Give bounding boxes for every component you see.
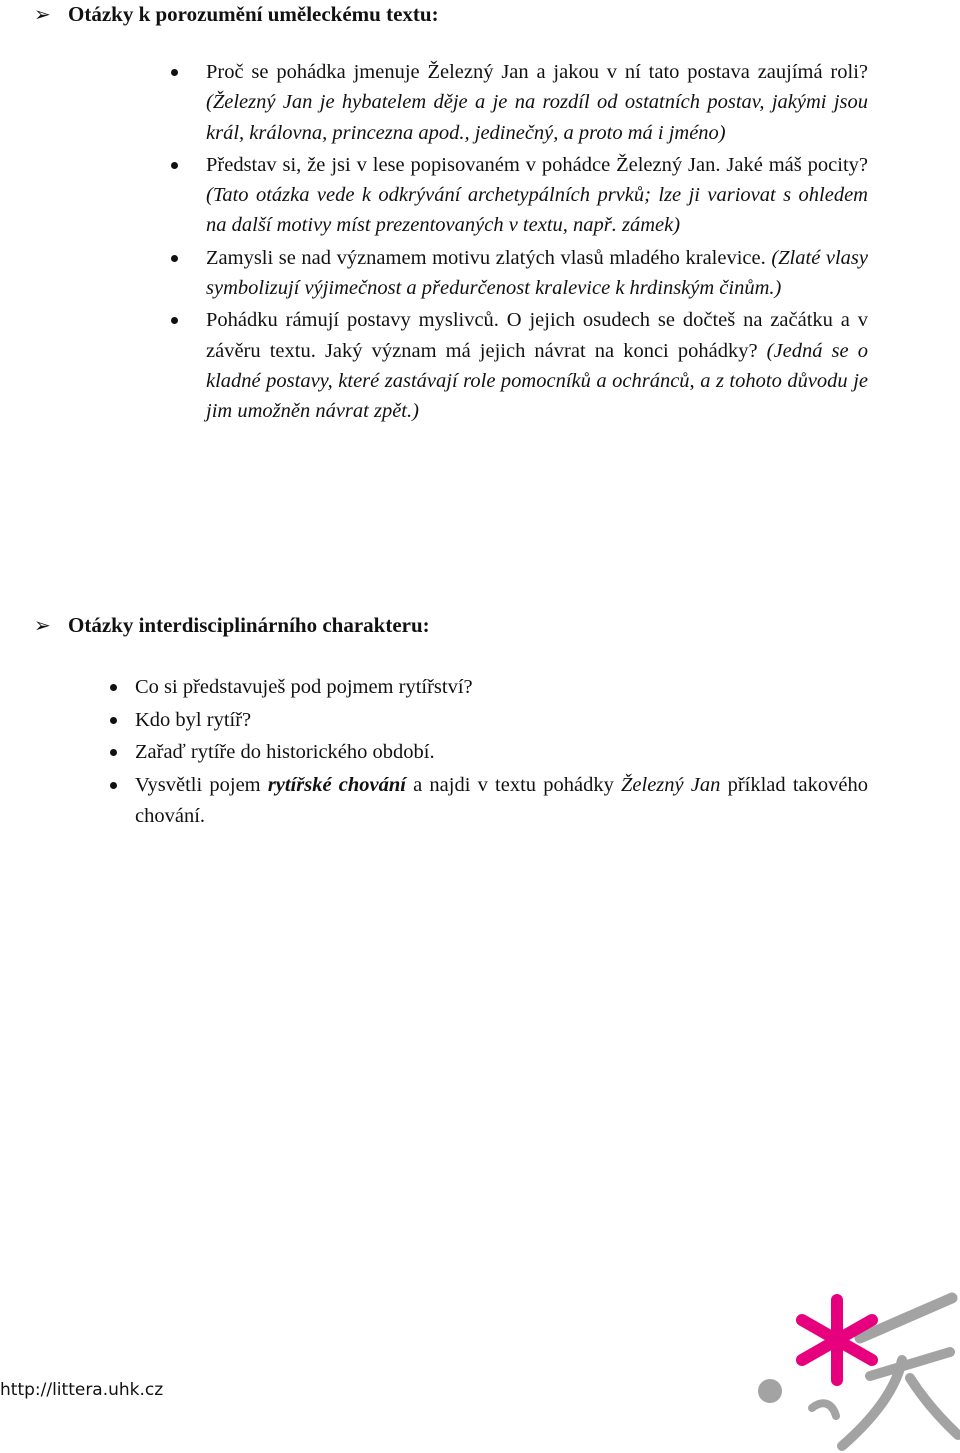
section-heading-comprehension [34, 0, 439, 29]
list-item [135, 770, 868, 833]
question-text: Co si představuješ pod pojmem rytířství? [135, 676, 473, 698]
list-item [206, 243, 868, 304]
bullet-icon [171, 162, 178, 169]
bullet-icon [171, 69, 178, 76]
list-item [135, 705, 868, 737]
question-text: a najdi v textu pohádky [405, 773, 621, 796]
question-text: Zamysli se nad významem motivu zlatých vlasů mladého kralevice. [206, 246, 772, 269]
arrow-bullet-icon: ➢ [34, 4, 51, 26]
bullet-icon [110, 749, 117, 756]
section-heading-interdisciplinary [34, 611, 430, 640]
list-item [206, 150, 868, 241]
list-item [135, 737, 868, 769]
logo-stroke [870, 1352, 950, 1376]
list-item [206, 305, 868, 426]
question-text: Proč se pohádka jmenuje Železný Jan a jakou v ní tato postava zaujímá roli? [206, 61, 868, 83]
bullet-icon [110, 782, 117, 789]
answer-hint: (Železný Jan je hybatelem děje a je na rozdíl od ostatních postav, jakými jsou král, královna, princezna apod., jedinečný, a proto má i jméno) [206, 91, 868, 144]
question-text: Představ si, že jsi v lese popisovaném v pohádce Železný Jan. Jaké máš pocity? [206, 153, 868, 176]
arrow-bullet-icon: ➢ [34, 615, 51, 637]
footer-url: http://littera.uhk.cz [0, 1380, 164, 1400]
section-title: Otázky k porozumění uměleckému textu: [68, 2, 439, 26]
answer-hint: (Zlaté vlasy symbolizují výjimečnost a předurčenost kralevice k hrdinským činům.) [206, 246, 868, 300]
question-text: Zařaď rytíře do historického období. [135, 741, 435, 763]
fairy-tale-title: Železný Jan [621, 773, 721, 796]
asterisk-logo-icon [752, 1290, 960, 1453]
bullet-icon [171, 317, 178, 324]
list-item [206, 57, 868, 148]
question-text: Vysvětli pojem [135, 773, 268, 796]
question-text: Kdo byl rytíř? [135, 708, 252, 731]
interdisciplinary-question-list [135, 672, 868, 833]
answer-hint: (Jedná se o kladné postavy, které zastávají role pomocníků a ochránců, a z tohoto důvodu je jim umožněn návrat zpět.) [206, 339, 868, 423]
section-title: Otázky interdisciplinárního charakteru: [68, 613, 430, 637]
emphasized-term: rytířské chování [267, 773, 406, 796]
comprehension-question-list [206, 57, 868, 427]
question-text: příklad takového chování. [135, 773, 868, 827]
question-text: Pohádku rámují postavy myslivců. O jejich osudech se dočteš na začátku a v závěru textu. Jaký význam má jejich návrat na konci pohádky? [206, 309, 868, 362]
bullet-icon [110, 684, 117, 691]
logo-dot [758, 1379, 782, 1403]
logo-stroke [812, 1403, 836, 1416]
answer-hint: (Tato otázka vede k odkrývání archetypálních prvků; lze ji variovat s ohledem na další motivy míst prezentovaných v textu, např. zámek) [206, 184, 868, 237]
bullet-icon [110, 717, 117, 724]
bullet-icon [171, 255, 178, 262]
list-item [135, 672, 868, 704]
logo-stroke [910, 1378, 958, 1435]
